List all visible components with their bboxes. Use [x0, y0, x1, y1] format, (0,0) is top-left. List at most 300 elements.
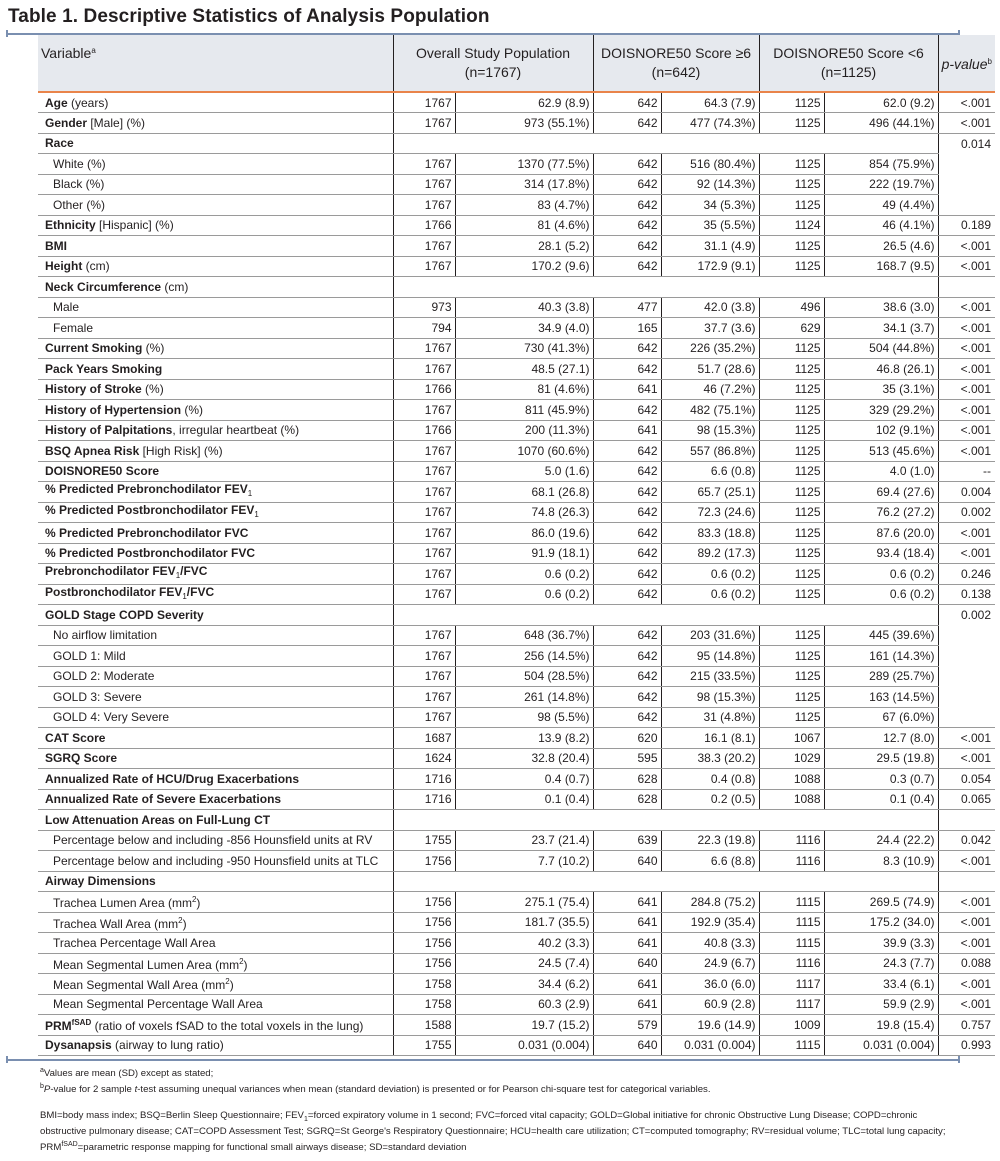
cell-v3: 0.6 (0.2): [824, 584, 938, 605]
cell-v2: 89.2 (17.3): [661, 543, 759, 564]
cell-v3: 34.1 (3.7): [824, 318, 938, 339]
cell-n1: 1767: [393, 441, 455, 462]
cell-v3: 163 (14.5%): [824, 687, 938, 708]
cell-n1: 1767: [393, 584, 455, 605]
header-score-high: DOISNORE50 Score ≥6 (n=642): [593, 35, 759, 92]
cell-pvalue: 0.993: [938, 1035, 995, 1056]
cell-n3: 1125: [759, 236, 824, 257]
cell-n2: 640: [593, 953, 661, 974]
table-row: [38, 502, 995, 523]
cell-n1: 1716: [393, 769, 455, 790]
row-variable: SGRQ Score: [38, 748, 393, 769]
footnote-b: $^b$P-value for 2 sample t-test assuming unequal variances when mean (standard deviation) is presented or for Pearson chi-square test for categorical variables.: [40, 1083, 711, 1095]
row-variable: Trachea Percentage Wall Area: [38, 933, 393, 954]
table-row: [38, 748, 995, 769]
cell-pvalue: <.001: [938, 994, 995, 1015]
cell-v2: 95 (14.8%): [661, 646, 759, 667]
cell-v3: 29.5 (19.8): [824, 748, 938, 769]
cell-v3: 24.3 (7.7): [824, 953, 938, 974]
cell-v2: 35 (5.5%): [661, 215, 759, 236]
cell-v2: 42.0 (3.8): [661, 297, 759, 318]
table-row: [38, 113, 995, 134]
cell-n1: 1767: [393, 543, 455, 564]
cell-v2: 65.7 (25.1): [661, 482, 759, 503]
cell-pvalue: <.001: [938, 359, 995, 380]
cell-v3: 62.0 (9.2): [824, 92, 938, 113]
statistics-table: [38, 35, 995, 1056]
cell-v1: 34.9 (4.0): [455, 318, 593, 339]
cell-v3: 49 (4.4%): [824, 195, 938, 216]
cell-n3: 1125: [759, 174, 824, 195]
table-row: [38, 133, 995, 154]
header-variable: Variable$^a$: [38, 35, 393, 92]
row-variable: CAT Score: [38, 728, 393, 749]
cell-n1: 1624: [393, 748, 455, 769]
cell-v1: 5.0 (1.6): [455, 461, 593, 482]
cell-v3: 76.2 (27.2): [824, 502, 938, 523]
cell-n2: 641: [593, 974, 661, 995]
table-row: [38, 523, 995, 544]
cell-v2: 226 (35.2%): [661, 338, 759, 359]
cell-n1: 1758: [393, 994, 455, 1015]
cell-n1: 1755: [393, 830, 455, 851]
cell-v3: 0.3 (0.7): [824, 769, 938, 790]
table-body: [38, 92, 995, 1056]
cell-pvalue: <.001: [938, 338, 995, 359]
cell-pvalue: <.001: [938, 256, 995, 277]
cell-n3: 1124: [759, 215, 824, 236]
row-variable: GOLD 1: Mild: [38, 646, 393, 667]
cell-pvalue: <.001: [938, 851, 995, 872]
cell-v1: 48.5 (27.1): [455, 359, 593, 380]
cell-v2: 60.9 (2.8): [661, 994, 759, 1015]
cell-v2: 38.3 (20.2): [661, 748, 759, 769]
row-variable: Male: [38, 297, 393, 318]
row-variable: White (%): [38, 154, 393, 175]
cell-n2: 595: [593, 748, 661, 769]
cell-v3: 513 (45.6%): [824, 441, 938, 462]
bottom-rule: [6, 1059, 960, 1061]
cell-v2: 37.7 (3.6): [661, 318, 759, 339]
cell-v3: 46 (4.1%): [824, 215, 938, 236]
cell-v2: 557 (86.8%): [661, 441, 759, 462]
table-row: [38, 892, 995, 913]
cell-n1: 1767: [393, 482, 455, 503]
cell-pvalue: 0.138: [938, 584, 995, 605]
row-variable: Mean Segmental Wall Area $(mm^2)$: [38, 974, 393, 995]
table-row: [38, 359, 995, 380]
cell-v1: 0.031 (0.004): [455, 1035, 593, 1056]
cell-pvalue: 0.246: [938, 564, 995, 585]
cell-n2: 628: [593, 769, 661, 790]
cell-n3: 1115: [759, 912, 824, 933]
row-variable: Current Smoking (%): [38, 338, 393, 359]
cell-n2: 642: [593, 195, 661, 216]
row-variable: % Predicted Prebronchodilator $FEV_1$: [38, 482, 393, 503]
cell-n3: 1067: [759, 728, 824, 749]
cell-v2: 0.6 (0.2): [661, 564, 759, 585]
cell-n1: 1767: [393, 113, 455, 134]
row-variable: Low Attenuation Areas on Full-Lung CT: [38, 810, 393, 831]
cell-v2: 482 (75.1%): [661, 400, 759, 421]
cell-n3: 1125: [759, 646, 824, 667]
cell-v1: 261 (14.8%): [455, 687, 593, 708]
table-row: [38, 420, 995, 441]
cell-n3: 1125: [759, 523, 824, 544]
row-variable: History of Hypertension (%): [38, 400, 393, 421]
cell-v1: 60.3 (2.9): [455, 994, 593, 1015]
cell-v2: 34 (5.3%): [661, 195, 759, 216]
table-title: Table 1. Descriptive Statistics of Analysis Population: [8, 6, 490, 27]
table-row: [38, 92, 995, 113]
table-row: [38, 789, 995, 810]
table-row: [38, 625, 995, 646]
cell-v2: 516 (80.4%): [661, 154, 759, 175]
cell-n2: 642: [593, 687, 661, 708]
cell-n3: 1117: [759, 974, 824, 995]
cell-n3: 1125: [759, 564, 824, 585]
cell-n3: 1125: [759, 154, 824, 175]
row-variable: BSQ Apnea Risk [High Risk] (%): [38, 441, 393, 462]
row-variable: Pack Years Smoking: [38, 359, 393, 380]
cell-v2: 6.6 (0.8): [661, 461, 759, 482]
cell-pvalue: [938, 707, 995, 728]
cell-n2: 642: [593, 174, 661, 195]
cell-n3: 1117: [759, 994, 824, 1015]
cell-v3: 161 (14.3%): [824, 646, 938, 667]
cell-v1: 81 (4.6%): [455, 215, 593, 236]
cell-v2: 0.6 (0.2): [661, 584, 759, 605]
cell-n3: 1125: [759, 400, 824, 421]
cell-v2: 172.9 (9.1): [661, 256, 759, 277]
cell-n2: 642: [593, 236, 661, 257]
cell-v3: 289 (25.7%): [824, 666, 938, 687]
cell-n1: 1767: [393, 461, 455, 482]
cell-v2: 22.3 (19.8): [661, 830, 759, 851]
cell-n1: 1767: [393, 666, 455, 687]
table-row: [38, 1015, 995, 1036]
cell-n1: 1756: [393, 933, 455, 954]
cell-n2: 642: [593, 584, 661, 605]
row-variable: GOLD 4: Very Severe: [38, 707, 393, 728]
cell-n3: 1125: [759, 666, 824, 687]
cell-pvalue: [938, 687, 995, 708]
row-variable: % Predicted Postbronchodilator FVC: [38, 543, 393, 564]
row-variable: Height (cm): [38, 256, 393, 277]
cell-pvalue: <.001: [938, 728, 995, 749]
cell-pvalue: 0.014: [938, 133, 995, 154]
cell-n3: 1115: [759, 892, 824, 913]
cell-v3: 87.6 (20.0): [824, 523, 938, 544]
cell-n1: 1588: [393, 1015, 455, 1036]
bottom-rule-tick-left: [6, 1056, 8, 1063]
cell-n2: 641: [593, 892, 661, 913]
row-variable: Trachea Lumen Area $(mm^2)$: [38, 892, 393, 913]
table-row: [38, 912, 995, 933]
cell-n2: 639: [593, 830, 661, 851]
cell-n2: 628: [593, 789, 661, 810]
cell-v1: 314 (17.8%): [455, 174, 593, 195]
header-overall: Overall Study Population (n=1767): [393, 35, 593, 92]
cell-v1: 40.2 (3.3): [455, 933, 593, 954]
cell-v3: 0.1 (0.4): [824, 789, 938, 810]
table-row: [38, 543, 995, 564]
cell-pvalue: <.001: [938, 523, 995, 544]
cell-pvalue: 0.002: [938, 605, 995, 626]
cell-v1: 181.7 (35.5): [455, 912, 593, 933]
cell-v1: 86.0 (19.6): [455, 523, 593, 544]
cell-pvalue: <.001: [938, 420, 995, 441]
cell-n1: 1766: [393, 215, 455, 236]
cell-v3: 0.6 (0.2): [824, 564, 938, 585]
cell-pvalue: [938, 810, 995, 831]
cell-n3: 1125: [759, 256, 824, 277]
cell-n2: 642: [593, 646, 661, 667]
row-variable: Percentage below and including -950 Hounsfield units at TLC: [38, 851, 393, 872]
footnotes: [40, 1064, 960, 1096]
table-row: [38, 338, 995, 359]
row-variable: GOLD 3: Severe: [38, 687, 393, 708]
row-variable: GOLD 2: Moderate: [38, 666, 393, 687]
cell-pvalue: [938, 646, 995, 667]
row-variable: Airway Dimensions: [38, 871, 393, 892]
cell-n2: 642: [593, 338, 661, 359]
cell-n2: 642: [593, 523, 661, 544]
cell-pvalue: [938, 174, 995, 195]
table-row: [38, 318, 995, 339]
cell-v2: 0.2 (0.5): [661, 789, 759, 810]
cell-n3: 1125: [759, 482, 824, 503]
header-row: [38, 35, 995, 92]
cell-v1: 23.7 (21.4): [455, 830, 593, 851]
cell-n1: 1756: [393, 953, 455, 974]
cell-n1: 1767: [393, 707, 455, 728]
cell-pvalue: [938, 625, 995, 646]
cell-v1: 68.1 (26.8): [455, 482, 593, 503]
cell-pvalue: <.001: [938, 236, 995, 257]
table-row: [38, 400, 995, 421]
cell-n1: 1767: [393, 523, 455, 544]
cell-v2: 46 (7.2%): [661, 379, 759, 400]
cell-v1: 973 (55.1%): [455, 113, 593, 134]
cell-v2: 31.1 (4.9): [661, 236, 759, 257]
cell-pvalue: --: [938, 461, 995, 482]
cell-pvalue: 0.757: [938, 1015, 995, 1036]
table-row: [38, 154, 995, 175]
cell-v2: 215 (33.5%): [661, 666, 759, 687]
row-variable: Female: [38, 318, 393, 339]
cell-n1: 1767: [393, 256, 455, 277]
cell-v2: 284.8 (75.2): [661, 892, 759, 913]
cell-v2: 92 (14.3%): [661, 174, 759, 195]
cell-n1: 794: [393, 318, 455, 339]
cell-n2: 620: [593, 728, 661, 749]
cell-v2: 98 (15.3%): [661, 420, 759, 441]
cell-v1: 19.7 (15.2): [455, 1015, 593, 1036]
cell-n2: 641: [593, 912, 661, 933]
cell-v1: 81 (4.6%): [455, 379, 593, 400]
cell-n3: 496: [759, 297, 824, 318]
row-variable: Annualized Rate of Severe Exacerbations: [38, 789, 393, 810]
cell-v1: 1070 (60.6%): [455, 441, 593, 462]
cell-pvalue: 0.088: [938, 953, 995, 974]
cell-v3: 175.2 (34.0): [824, 912, 938, 933]
table-row: [38, 174, 995, 195]
row-variable: % Predicted Prebronchodilator FVC: [38, 523, 393, 544]
cell-pvalue: [938, 871, 995, 892]
row-variable: History of Palpitations, irregular heartbeat (%): [38, 420, 393, 441]
cell-n2: 642: [593, 256, 661, 277]
cell-n2: 642: [593, 400, 661, 421]
cell-n2: 642: [593, 359, 661, 380]
cell-n2: 640: [593, 851, 661, 872]
row-group-spacer: [393, 277, 938, 298]
cell-pvalue: <.001: [938, 974, 995, 995]
bottom-rule-tick-right: [958, 1056, 960, 1063]
table-row: [38, 871, 995, 892]
table-row: [38, 256, 995, 277]
cell-n2: 165: [593, 318, 661, 339]
cell-n1: 1767: [393, 400, 455, 421]
cell-v2: 72.3 (24.6): [661, 502, 759, 523]
cell-pvalue: [938, 277, 995, 298]
table-row: [38, 953, 995, 974]
cell-v3: 24.4 (22.2): [824, 830, 938, 851]
table-row: [38, 564, 995, 585]
cell-n2: 642: [593, 502, 661, 523]
cell-n1: 1716: [393, 789, 455, 810]
cell-n2: 642: [593, 113, 661, 134]
cell-v3: 26.5 (4.6): [824, 236, 938, 257]
row-variable: % Predicted Postbronchodilator $FEV_1$: [38, 502, 393, 523]
cell-v1: 40.3 (3.8): [455, 297, 593, 318]
cell-n3: 1125: [759, 92, 824, 113]
cell-n2: 642: [593, 707, 661, 728]
row-variable: BMI: [38, 236, 393, 257]
cell-n1: 1758: [393, 974, 455, 995]
cell-pvalue: 0.002: [938, 502, 995, 523]
cell-v2: 83.3 (18.8): [661, 523, 759, 544]
cell-v1: 275.1 (75.4): [455, 892, 593, 913]
cell-n2: 642: [593, 461, 661, 482]
cell-v2: 192.9 (35.4): [661, 912, 759, 933]
cell-n2: 642: [593, 666, 661, 687]
cell-v1: 34.4 (6.2): [455, 974, 593, 995]
cell-pvalue: <.001: [938, 113, 995, 134]
footnote-a: $^a$Values are mean (SD) except as stated;: [40, 1067, 214, 1079]
cell-v2: 477 (74.3%): [661, 113, 759, 134]
cell-v1: 0.6 (0.2): [455, 584, 593, 605]
row-variable: No airflow limitation: [38, 625, 393, 646]
cell-pvalue: <.001: [938, 297, 995, 318]
cell-n2: 642: [593, 482, 661, 503]
table-row: [38, 728, 995, 749]
cell-pvalue: <.001: [938, 933, 995, 954]
cell-pvalue: [938, 666, 995, 687]
cell-v1: 811 (45.9%): [455, 400, 593, 421]
cell-n1: 1767: [393, 625, 455, 646]
cell-v2: 98 (15.3%): [661, 687, 759, 708]
cell-n2: 641: [593, 420, 661, 441]
cell-v1: 730 (41.3%): [455, 338, 593, 359]
cell-n2: 641: [593, 994, 661, 1015]
cell-v1: 504 (28.5%): [455, 666, 593, 687]
cell-pvalue: <.001: [938, 400, 995, 421]
cell-n2: 641: [593, 379, 661, 400]
cell-n1: 1756: [393, 851, 455, 872]
cell-n2: 642: [593, 543, 661, 564]
cell-n1: 1755: [393, 1035, 455, 1056]
cell-pvalue: 0.054: [938, 769, 995, 790]
cell-v1: 24.5 (7.4): [455, 953, 593, 974]
table-row: [38, 1035, 995, 1056]
cell-v1: 256 (14.5%): [455, 646, 593, 667]
table-row: [38, 933, 995, 954]
row-variable: Trachea Wall Area $(mm^2)$: [38, 912, 393, 933]
table-row: [38, 277, 995, 298]
table-row: [38, 584, 995, 605]
cell-n1: 1767: [393, 502, 455, 523]
cell-n1: 1767: [393, 338, 455, 359]
cell-n3: 1125: [759, 687, 824, 708]
row-variable: Prebronchodilator $FEV_1$/FVC: [38, 564, 393, 585]
row-variable: DOISNORE50 Score: [38, 461, 393, 482]
cell-v1: 0.1 (0.4): [455, 789, 593, 810]
cell-pvalue: 0.189: [938, 215, 995, 236]
cell-pvalue: <.001: [938, 892, 995, 913]
cell-pvalue: <.001: [938, 318, 995, 339]
cell-pvalue: 0.042: [938, 830, 995, 851]
cell-v1: 91.9 (18.1): [455, 543, 593, 564]
row-group-spacer: [393, 133, 938, 154]
row-variable: Age (years): [38, 92, 393, 113]
cell-v2: 203 (31.6%): [661, 625, 759, 646]
cell-n1: 1767: [393, 236, 455, 257]
cell-n3: 1125: [759, 584, 824, 605]
cell-n1: 1767: [393, 564, 455, 585]
cell-n1: 1766: [393, 379, 455, 400]
cell-v3: 168.7 (9.5): [824, 256, 938, 277]
cell-n3: 1125: [759, 338, 824, 359]
cell-n3: 1125: [759, 502, 824, 523]
cell-v2: 19.6 (14.9): [661, 1015, 759, 1036]
row-variable: Postbronchodilator $FEV_1$/FVC: [38, 584, 393, 605]
cell-n1: 1767: [393, 195, 455, 216]
table-row: [38, 441, 995, 462]
cell-n3: 1125: [759, 359, 824, 380]
row-variable: Mean Segmental Lumen Area $(mm^2)$: [38, 953, 393, 974]
row-variable: History of Stroke (%): [38, 379, 393, 400]
row-group-spacer: [393, 605, 938, 626]
row-variable: Gender [Male] (%): [38, 113, 393, 134]
row-variable: Race: [38, 133, 393, 154]
table-row: [38, 605, 995, 626]
cell-pvalue: [938, 195, 995, 216]
cell-v2: 51.7 (28.6): [661, 359, 759, 380]
cell-n2: 642: [593, 215, 661, 236]
header-score-low: DOISNORE50 Score <6 (n=1125): [759, 35, 938, 92]
cell-v3: 38.6 (3.0): [824, 297, 938, 318]
table-row: [38, 461, 995, 482]
cell-v2: 0.4 (0.8): [661, 769, 759, 790]
cell-n2: 642: [593, 625, 661, 646]
cell-n3: 1116: [759, 830, 824, 851]
cell-n3: 1009: [759, 1015, 824, 1036]
cell-pvalue: <.001: [938, 543, 995, 564]
cell-v1: 83 (4.7%): [455, 195, 593, 216]
cell-n3: 1088: [759, 769, 824, 790]
cell-n3: 629: [759, 318, 824, 339]
